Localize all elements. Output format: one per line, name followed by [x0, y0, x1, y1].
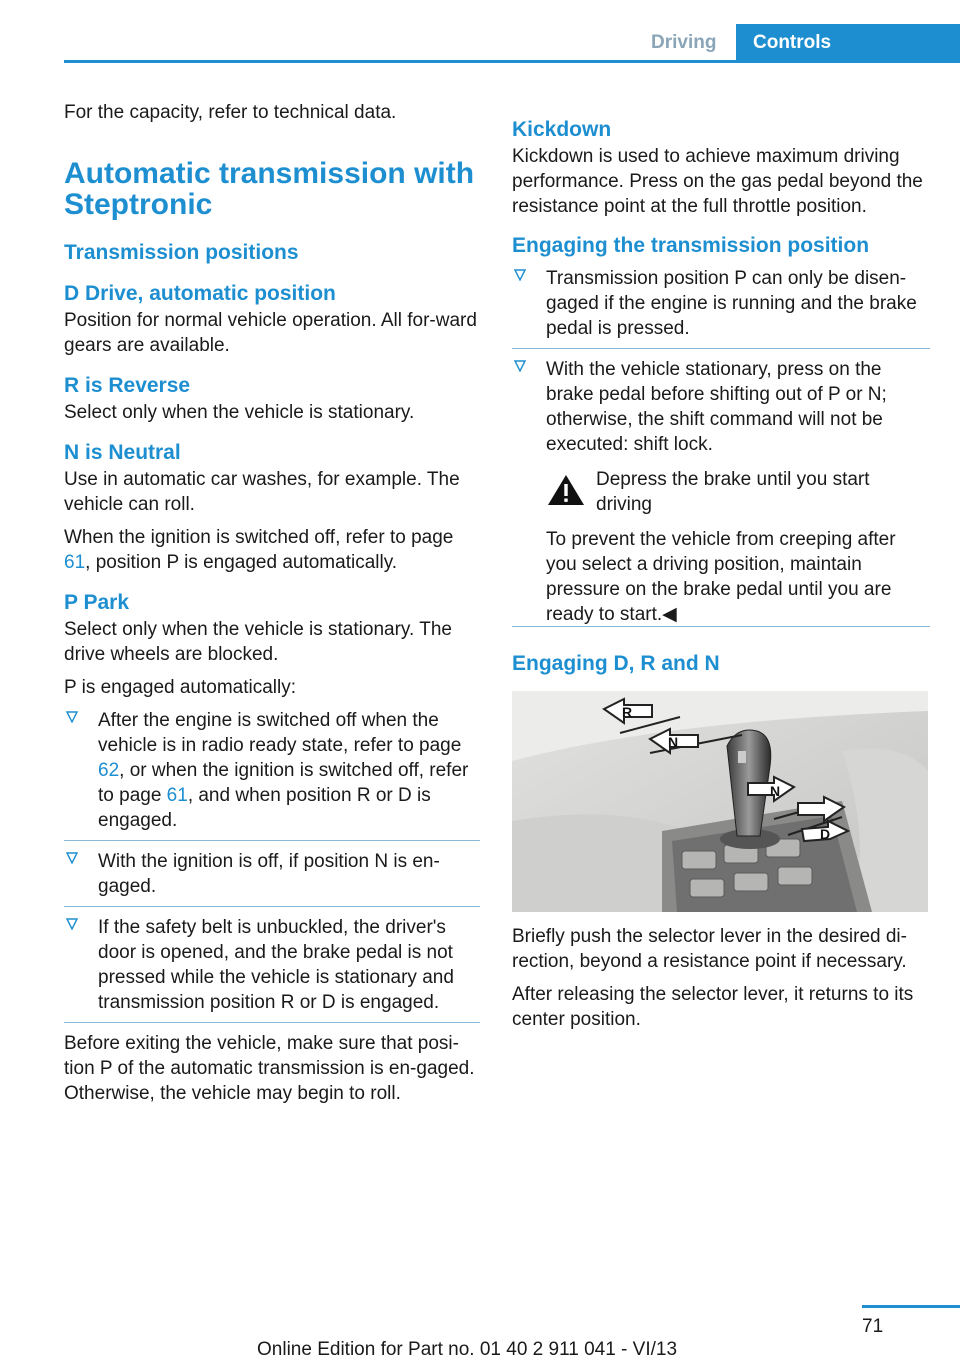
heading-neutral: N is Neutral [64, 441, 181, 464]
text-kickdown: Kickdown is used to achieve maximum driving performance. Press on the gas pedal beyond the resistance point at the full throttle position. [512, 146, 923, 217]
bullet-text-b: , or when the ignition is switched off, refer to page [98, 760, 469, 806]
warning-text: To prevent the vehicle from creeping after you select a driving position, maintain pressure on the brake pedal until you are ready to start.◀ [546, 529, 896, 625]
text-neutral: Use in automatic car washes, for example. The vehicle can roll. [64, 469, 460, 515]
page-link-61[interactable]: 61 [64, 552, 86, 573]
figure-label-r: R [622, 704, 633, 720]
bullet-text-a: After the engine is switched off when the vehicle is in radio ready state, refer to page [98, 710, 462, 756]
heading-park: P Park [64, 591, 129, 614]
triangle-bullet-icon [66, 918, 78, 930]
page-link-61[interactable]: 61 [166, 785, 188, 806]
text-neutral-ignition-a: When the ignition is switched off, refer to page [64, 527, 454, 548]
bullet-text: With the ignition is off, if position N is en-gaged. [98, 851, 440, 897]
bullet-text: With the vehicle stationary, press on the brake pedal before shifting out of P or N; otherwise, the shift command will not be executed: shift lock. [546, 359, 887, 455]
triangle-bullet-icon [66, 852, 78, 864]
text-drn-release: After releasing the selector lever, it returns to its center position. [512, 984, 914, 1030]
engaging-list [512, 266, 930, 627]
list-item [64, 849, 480, 907]
figure-label-n-right: N [770, 783, 781, 799]
page-link-62[interactable]: 62 [98, 760, 120, 781]
figure-label-d: D [820, 826, 831, 842]
bullet-text-c: , and when position R or D is engaged. [98, 785, 431, 831]
section-title-engaging: Engaging the transmission position [512, 234, 870, 257]
intro-text: For the capacity, refer to technical data. [64, 102, 397, 123]
list-item [64, 915, 480, 1023]
park-conditions-list [64, 708, 480, 1023]
header-section-label: Driving [651, 32, 717, 53]
triangle-bullet-icon [514, 269, 526, 281]
text-drn: Briefly push the selector lever in the desired di-rection, beyond a resistance point if necessary. [512, 926, 907, 972]
warning-box [512, 467, 930, 517]
section-title-drn: Engaging D, R and N [512, 652, 720, 675]
selector-lever-illustration [512, 691, 928, 912]
closing-text: Before exiting the vehicle, make sure that posi-tion P of the automatic transmission is en-gaged. Otherwise, the vehicle may begin to roll. [64, 1033, 475, 1104]
warning-triangle-icon [546, 473, 586, 507]
text-neutral-ignition [64, 525, 480, 575]
figure-label-n-left: N [668, 734, 679, 750]
footer-edition: Online Edition for Part no. 01 40 2 911 041 - VI/13 [257, 1339, 678, 1360]
heading-drive: D Drive, automatic position [64, 282, 336, 305]
bullet-text: Transmission position P can only be disen-gaged if the engine is running and the brake pedal is pressed. [546, 268, 917, 339]
text-park-auto: P is engaged automatically: [64, 677, 297, 698]
list-item [512, 266, 930, 349]
triangle-bullet-icon [66, 711, 78, 723]
warning-title: Depress the brake until you start driving [596, 469, 870, 515]
text-reverse: Select only when the vehicle is stationary. [64, 402, 415, 423]
page-number: 71 [862, 1316, 884, 1337]
triangle-bullet-icon [514, 360, 526, 372]
section-title-positions: Transmission positions [64, 241, 299, 264]
heading-reverse: R is Reverse [64, 374, 191, 397]
header-chapter-tab: Controls [736, 24, 960, 62]
footer-rule [862, 1305, 960, 1308]
left-column [64, 100, 480, 1114]
chapter-title: Automatic transmission with Steptronic [64, 157, 475, 221]
right-column [512, 102, 930, 1040]
heading-kickdown: Kickdown [512, 118, 612, 141]
bullet-text: If the safety belt is unbuckled, the driver's door is opened, and the brake pedal is not pressed while the vehicle is stationary and transmission position R or D is engaged. [98, 917, 454, 1013]
text-neutral-ignition-b: , position P is engaged automatically. [85, 552, 398, 573]
header-rule [64, 60, 960, 63]
text-drive: Position for normal vehicle operation. All for-ward gears are available. [64, 310, 477, 356]
text-park: Select only when the vehicle is stationary. The drive wheels are blocked. [64, 619, 452, 665]
list-item [512, 357, 930, 627]
list-item [64, 708, 480, 841]
